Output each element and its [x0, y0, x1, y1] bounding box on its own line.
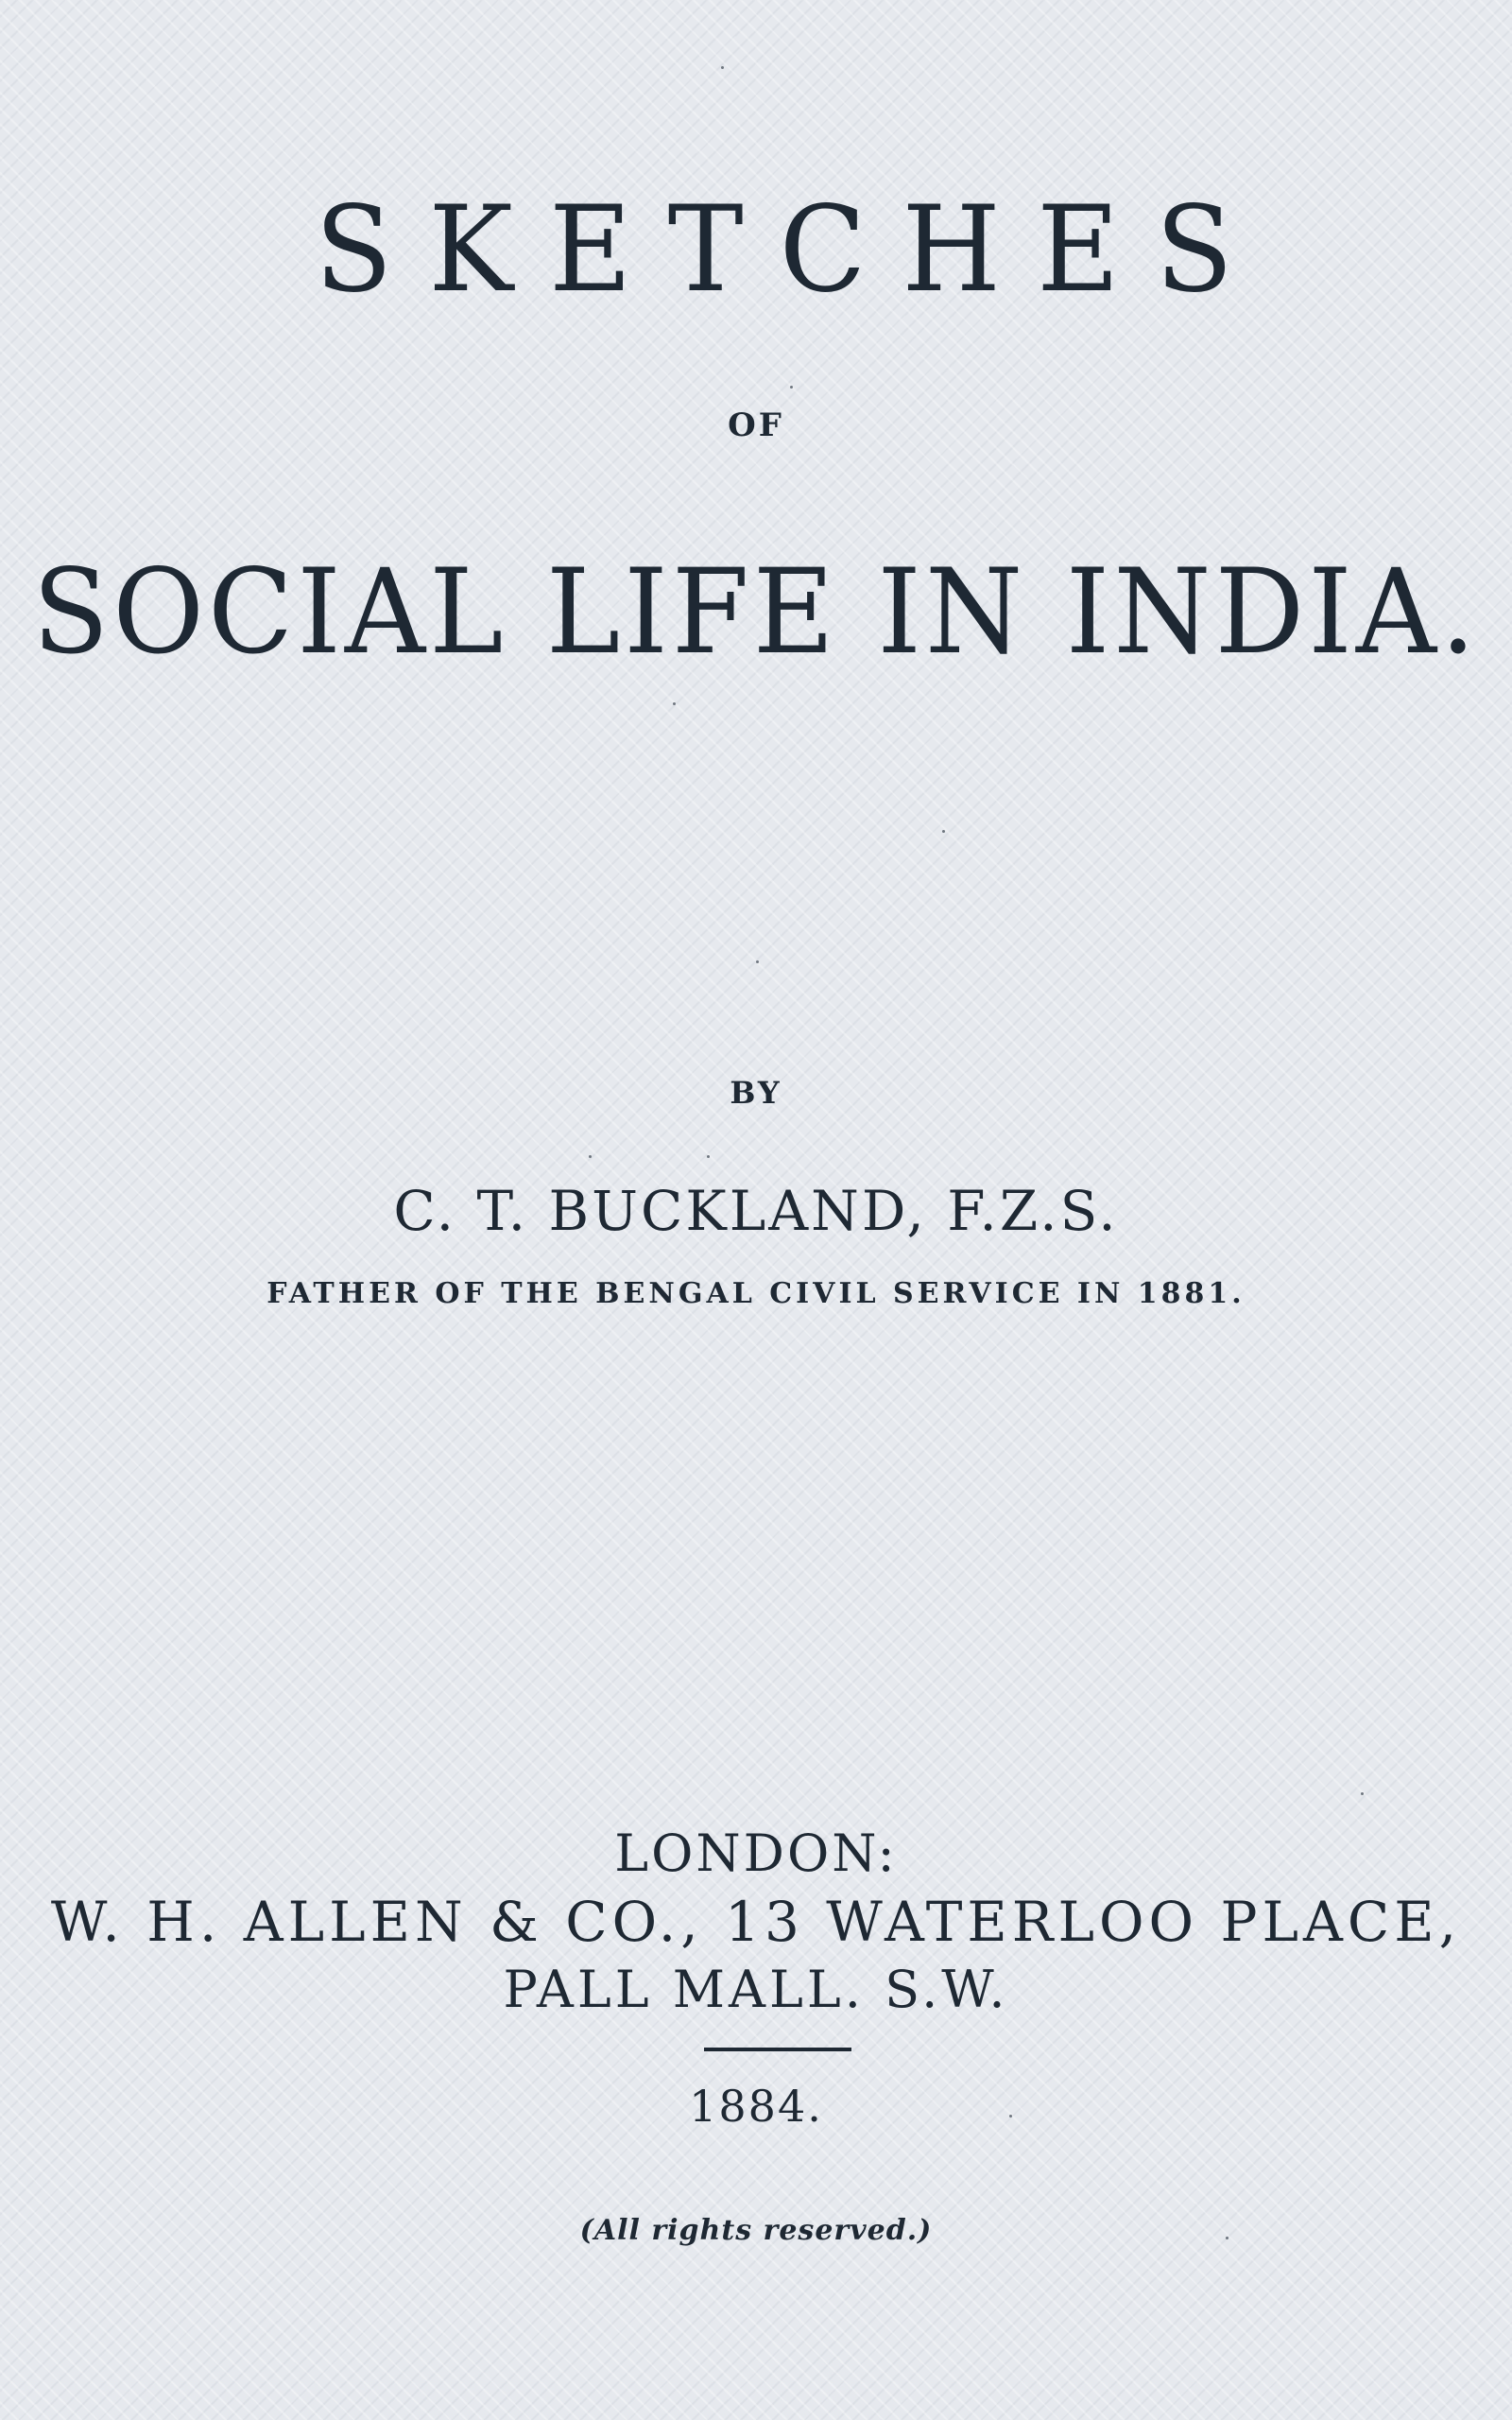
imprint-address: PALL MALL. S.W. — [503, 1960, 1009, 2019]
rights-notice: (All rights reserved.) — [579, 2214, 933, 2247]
ink-speck — [790, 386, 793, 389]
imprint-city: LONDON: — [614, 1824, 898, 1883]
ink-speck — [1226, 2237, 1228, 2239]
ink-speck — [707, 1155, 710, 1158]
ink-speck — [942, 830, 945, 833]
author-description: FATHER OF THE BENGAL CIVIL SERVICE IN 1881. — [266, 1277, 1246, 1310]
ink-speck — [1009, 2115, 1012, 2118]
ink-speck — [673, 702, 676, 705]
separator-rule — [704, 2048, 851, 2051]
book-title-main: SKETCHES — [315, 181, 1269, 320]
imprint-publisher: W. H. ALLEN & CO., 13 WATERLOO PLACE, — [50, 1890, 1462, 1954]
ink-speck — [589, 1155, 592, 1158]
ink-speck — [756, 960, 759, 963]
ink-speck — [721, 66, 724, 69]
ink-speck — [1361, 1792, 1364, 1795]
by-line: BY — [730, 1075, 782, 1111]
book-title-subtitle: SOCIAL LIFE IN INDIA. — [32, 543, 1480, 681]
book-title-connector: OF — [728, 406, 784, 444]
publication-year: 1884. — [689, 2081, 823, 2132]
author-name: C. T. BUCKLAND, F.Z.S. — [393, 1179, 1119, 1243]
